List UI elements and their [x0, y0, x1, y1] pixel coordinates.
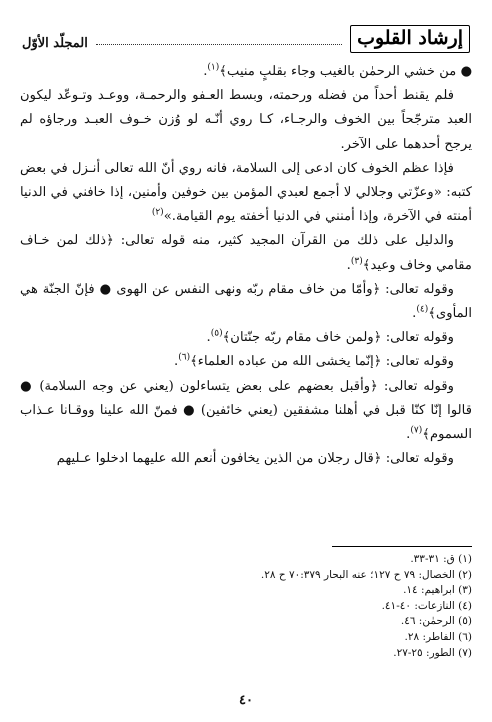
footnote-ref: (٥) [210, 328, 223, 339]
paragraph: وقوله تعالى: ﴿إنّما يخشى الله من عباده العلماء﴾$^{(٦)}$. [174, 353, 454, 370]
paragraph: وقوله تعالى: ﴿وأقبل بعضهم على بعض يتساءلون (يعني عن وجه السلامة) ● قالوا إنّا كنّا قبل في أهلنا مشفقين (يعني خائفين) ● فمنّ الله علينا ووقـانا عـذاب السموم﴾$^{(٧)}$. [20, 378, 472, 443]
footnote-ref: (١) [207, 62, 220, 73]
footnote-ref: (٦) [178, 353, 191, 364]
footnote: (٣) ابراهيم: ١٤. [403, 584, 472, 597]
footnote: (٥) الرحمٰن: ٤٦. [400, 615, 472, 628]
footnote-ref: (٧) [410, 425, 423, 436]
paragraph: والدليل على ذلك من القرآن المجيد كثير، منه قوله تعالى: ﴿ذلك لمن خـاف مقامي وخاف وعيد﴾$^{(٣)}$. [20, 233, 472, 273]
footnote: (٤) النازعات: ٤٠-٤١. [381, 599, 472, 612]
footnote-ref: (٤) [416, 304, 429, 315]
page-header [22, 22, 470, 56]
page-number: ٤٠ [239, 693, 253, 708]
body-text [20, 60, 472, 471]
footnote-separator [332, 546, 472, 547]
footnote-ref: (٣) [350, 256, 363, 267]
paragraph: وقوله تعالى: ﴿قال رجلان من الذين يخافون أنعم الله عليهما ادخلوا عـليهم [56, 451, 454, 467]
footnotes [20, 552, 472, 661]
paragraph: فلم يقنط أحداً من فضله ورحمته، وبسط العـفو والرحمـة، ووعـد وتـوعّد ليكون العبد مترجّحاً بين الخوف والرجـاء، كـا روي أنّـه لو وُزن خـوف العبـد ورجاؤه لم يرجح أحدهما على الآخر. [20, 88, 472, 152]
footnote: (١) ق: ٣١-٣٣. [410, 553, 472, 565]
footnote: (٧) الطور: ٢٥-٢٧. [393, 646, 472, 659]
footnote: (٢) الخصال: ٧٩ ح ١٢٧؛ عنه البحار ٧٠:٣٧٩ ح ٢٨. [260, 568, 472, 581]
header-dotted-rule [96, 44, 342, 45]
volume-label: المجلّد الأوّل [22, 35, 88, 51]
paragraph: فإذا عظم الخوف كان ادعى إلى السلامة، فانه روي أنّ الله تعالى أنـزل في بعض كتبه: «وعزّتي وجلالي لا أجمع لعبدي المؤمن بين خوفين وأمنين، إذا خافني في الدنيا أمنته في الآخرة، وإذا أمنني في الدنيا أخفته يوم القيامة.»$^{(٢)}$ [20, 160, 472, 225]
paragraph: وقوله تعالى: ﴿ولمن خاف مقام ربّه جنّتان﴾$^{(٥)}$. [206, 328, 454, 346]
paragraph: وقوله تعالى: ﴿وأمّا من خاف مقام ربّه ونهى النفس عن الهوى ● فإنّ الجنّة هي المأوى﴾$^{(٤)}$. [20, 281, 472, 322]
book-title: إرشاد القلوب [350, 25, 470, 53]
footnote-ref: (٢) [151, 207, 164, 218]
paragraph: ● من خشي الرحمٰن بالغيب وجاء بقلبٍ منيب﴾$^{(١)}$. [203, 62, 472, 79]
footnote: (٦) الفاطر: ٢٨. [404, 630, 472, 643]
